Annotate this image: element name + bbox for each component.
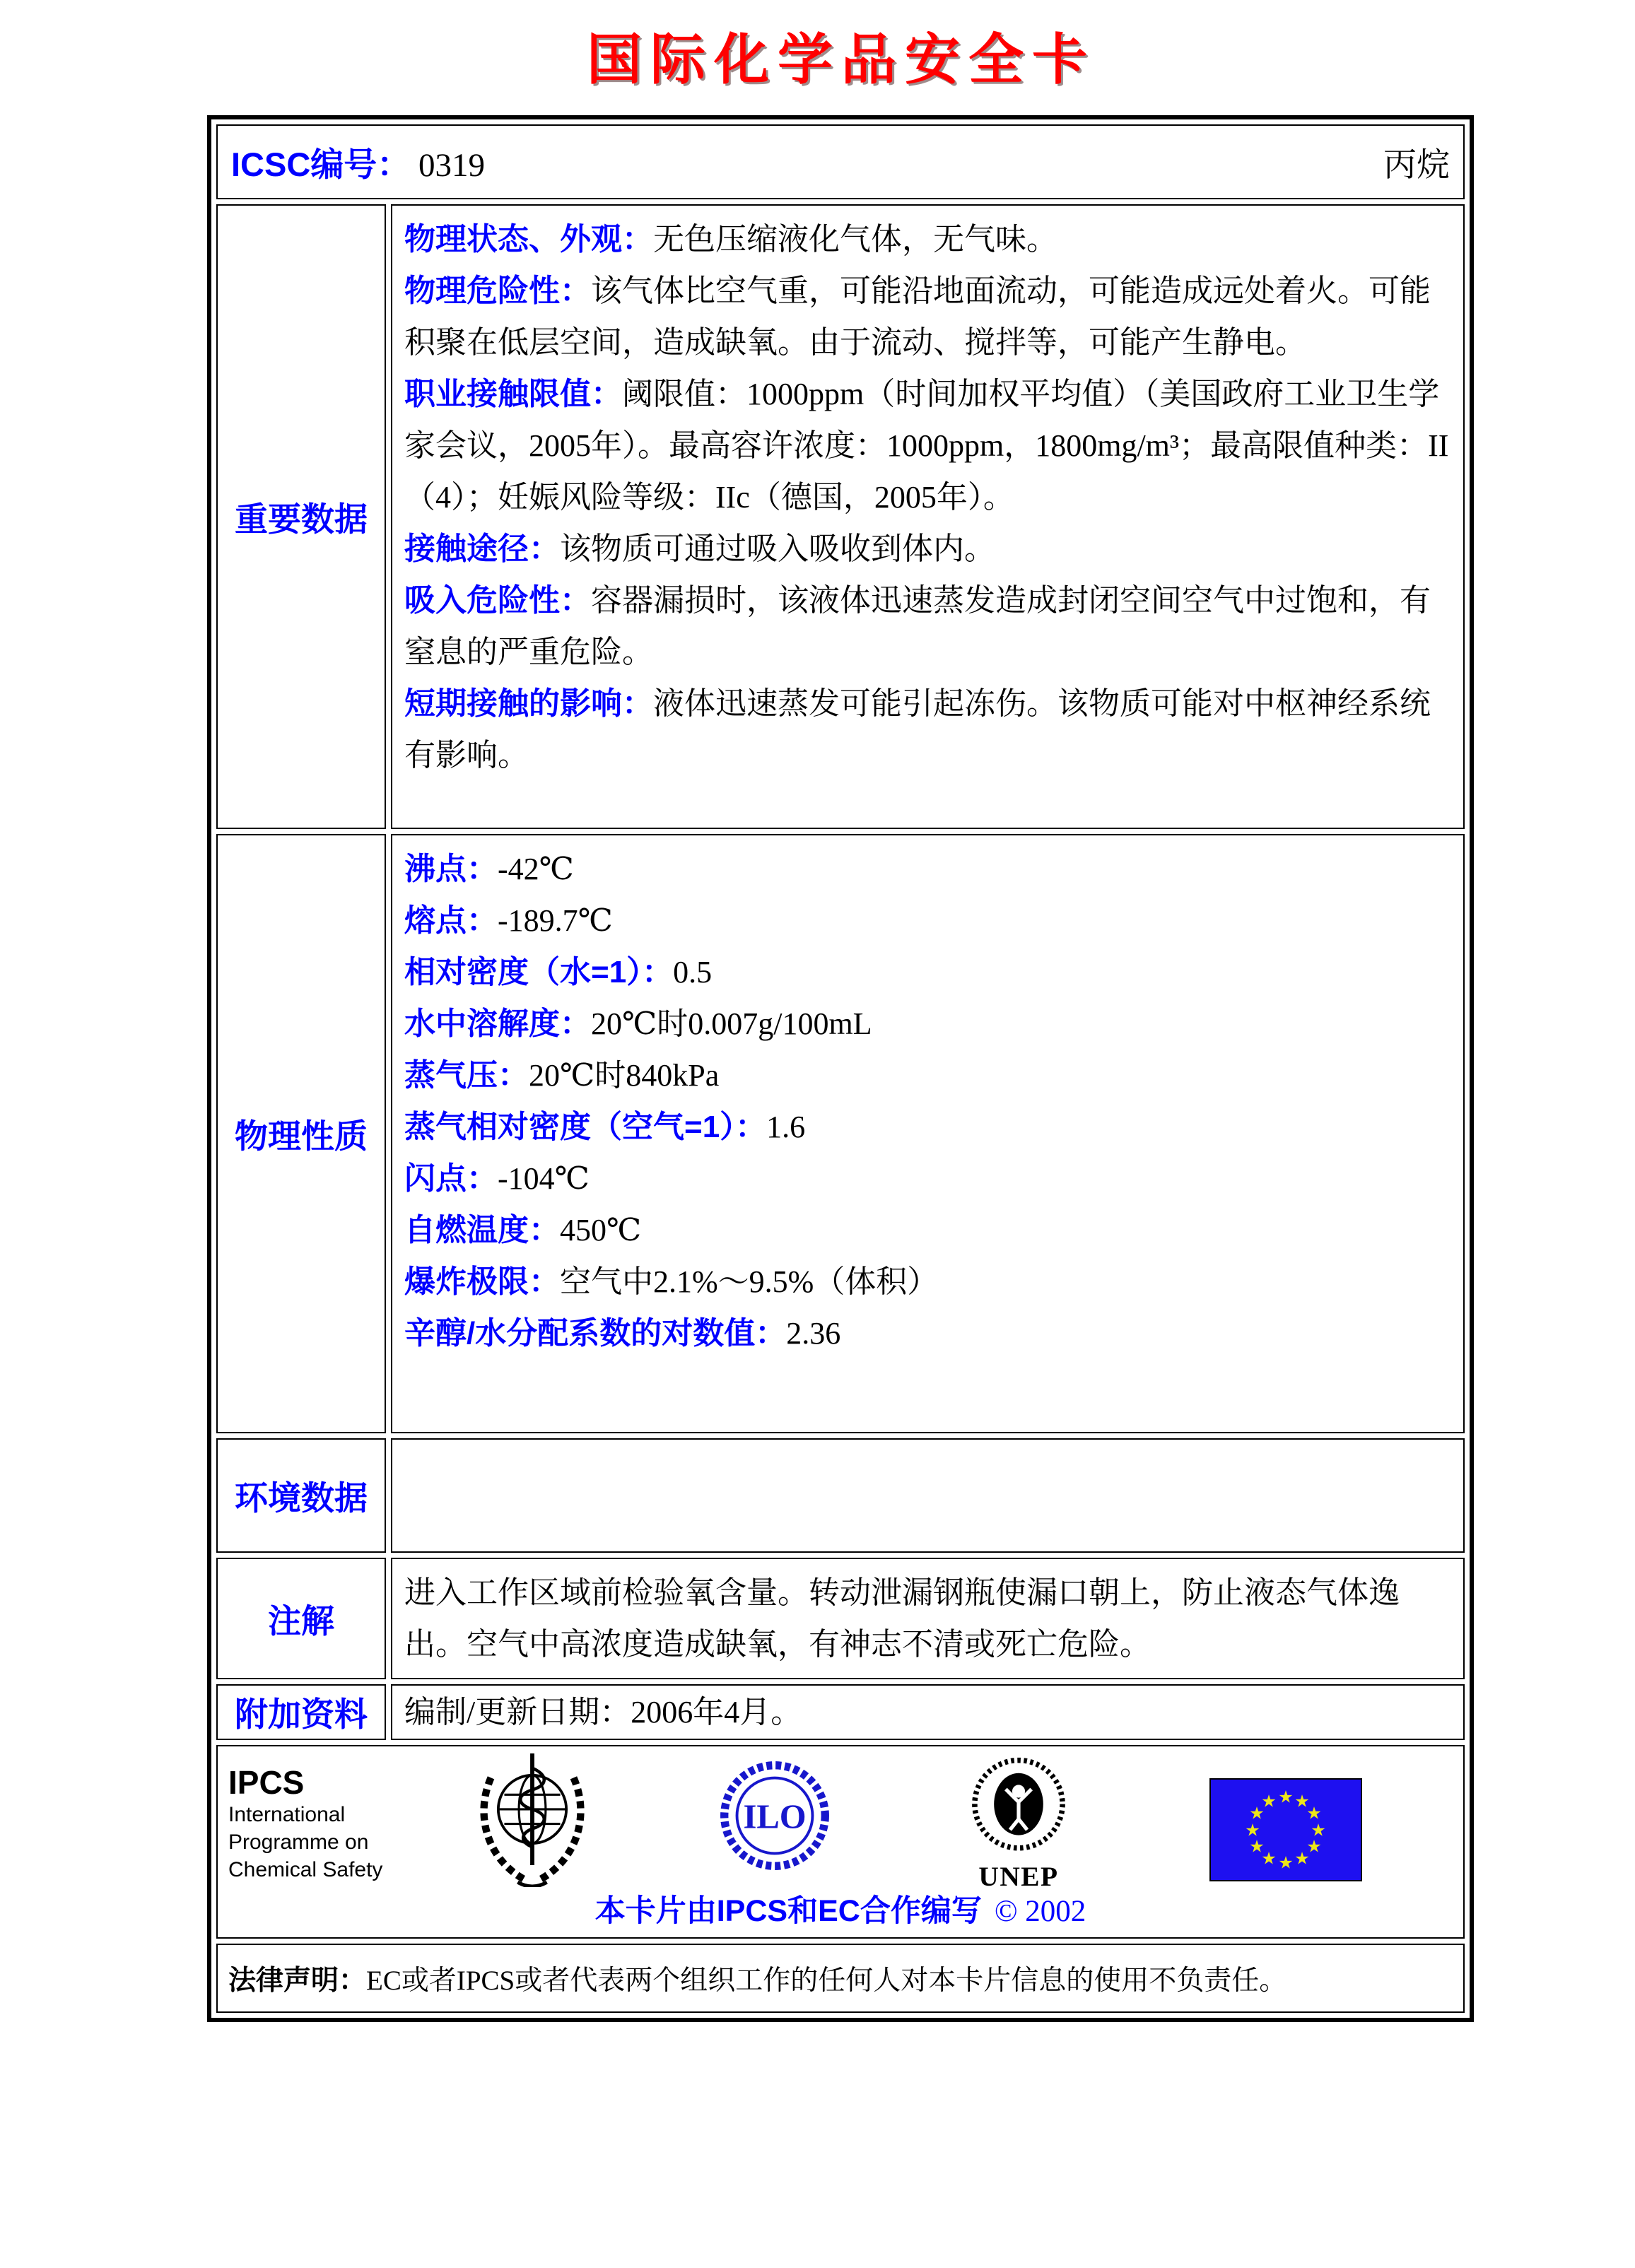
section-label-important-data: 重要数据 bbox=[216, 204, 386, 829]
star-icon: ★ bbox=[1294, 1792, 1310, 1811]
paragraph-text: 该物质可通过吸入吸收到体内。 bbox=[560, 531, 995, 566]
important-paragraph bbox=[404, 213, 1451, 265]
star-icon: ★ bbox=[1249, 1804, 1265, 1823]
star-icon: ★ bbox=[1278, 1854, 1294, 1873]
important-paragraph bbox=[404, 265, 1451, 368]
star-icon: ★ bbox=[1245, 1821, 1260, 1840]
property-line bbox=[404, 843, 1451, 895]
paragraph-label: 接触途径： bbox=[404, 531, 560, 566]
property-line bbox=[404, 998, 1451, 1050]
star-icon: ★ bbox=[1261, 1792, 1277, 1811]
legal-text: EC或者IPCS或者代表两个组织工作的任何人对本卡片信息的使用不负责任。 bbox=[366, 1966, 1287, 1996]
star-icon: ★ bbox=[1249, 1838, 1265, 1857]
ipcs-line-3: Chemical Safety bbox=[228, 1858, 383, 1881]
additional-info-text: 编制/更新日期：2006年4月。 bbox=[404, 1695, 802, 1729]
ipcs-acronym: IPCS bbox=[228, 1764, 305, 1801]
paragraph-label: 物理危险性： bbox=[404, 274, 591, 308]
star-icon: ★ bbox=[1261, 1850, 1277, 1869]
property-value: 20℃时840kPa bbox=[529, 1058, 720, 1093]
cooperation-caption bbox=[218, 1887, 1463, 1930]
paragraph-text: 液体迅速蒸发可能引起冻伤。该物质可能对中枢神经系统有影响。 bbox=[404, 686, 1431, 772]
property-line bbox=[404, 1308, 1451, 1359]
legal-row bbox=[216, 1944, 1465, 2013]
property-value: 450℃ bbox=[560, 1213, 642, 1247]
property-line bbox=[404, 895, 1451, 946]
ipcs-line-2: Programme on bbox=[228, 1831, 369, 1854]
environmental-data-content bbox=[391, 1438, 1465, 1553]
paragraph-label: 物理状态、外观： bbox=[404, 222, 653, 257]
chemical-name: 丙烷 bbox=[1383, 146, 1450, 184]
icsc-header-row bbox=[216, 124, 1465, 199]
icsc-number-label: ICSC编号： bbox=[231, 145, 411, 183]
copyright-text: © 2002 bbox=[994, 1895, 1086, 1928]
star-icon: ★ bbox=[1311, 1821, 1326, 1840]
property-line bbox=[404, 1153, 1451, 1204]
property-line bbox=[404, 946, 1451, 998]
paragraph-text: 该气体比空气重，可能沿地面流动，可能造成远处着火。可能积聚在低层空间，造成缺氧。由于流动、搅拌等，可能产生静电。 bbox=[404, 274, 1431, 360]
property-label: 闪点： bbox=[404, 1161, 498, 1196]
property-line bbox=[404, 1101, 1451, 1153]
property-value: 20℃时0.007g/100mL bbox=[591, 1006, 872, 1041]
important-paragraph bbox=[404, 368, 1451, 523]
property-value: -42℃ bbox=[498, 852, 574, 886]
paragraph-text: 容器漏损时，该液体迅速蒸发造成封闭空间空气中过饱和，有窒息的严重危险。 bbox=[404, 583, 1431, 669]
property-value: -189.7℃ bbox=[498, 903, 613, 938]
ilo-icon bbox=[717, 1758, 832, 1873]
ipcs-line-1: International bbox=[228, 1803, 346, 1826]
notes-row bbox=[216, 1558, 1465, 1679]
paragraph-label: 短期接触的影响： bbox=[404, 686, 653, 721]
property-label: 水中溶解度： bbox=[404, 1006, 591, 1041]
important-paragraph bbox=[404, 523, 1451, 575]
legal-label: 法律声明： bbox=[228, 1966, 367, 1996]
important-data-row bbox=[216, 204, 1465, 829]
notes-content bbox=[391, 1558, 1465, 1679]
ilo-letters: ILO bbox=[743, 1797, 807, 1836]
paragraph-label: 吸入危险性： bbox=[404, 583, 591, 618]
star-icon: ★ bbox=[1306, 1804, 1322, 1823]
logos-row bbox=[216, 1745, 1465, 1939]
property-label: 相对密度（水=1）： bbox=[404, 955, 674, 989]
property-line bbox=[404, 1204, 1451, 1256]
logos-cell bbox=[216, 1745, 1465, 1939]
who-icon bbox=[471, 1749, 593, 1887]
property-value: -104℃ bbox=[498, 1161, 590, 1196]
important-data-content bbox=[391, 204, 1465, 829]
icsc-header-cell bbox=[216, 124, 1465, 199]
paragraph-text: 阈限值：1000ppm（时间加权平均值）（美国政府工业卫生学家会议，2005年）。最高容许浓度：1000ppm，1800mg/m³；最高限值种类：II（4）；妊娠风险等级：IIc（德国，2005年）。 bbox=[404, 377, 1449, 515]
property-label: 蒸气压： bbox=[404, 1058, 529, 1093]
property-value: 1.6 bbox=[766, 1110, 806, 1144]
ipcs-text-block bbox=[228, 1764, 382, 1884]
unep-letters: UNEP bbox=[978, 1860, 1059, 1892]
notes-text: 进入工作区域前检验氧含量。转动泄漏钢瓶使漏口朝上，防止液态气体逸出。空气中高浓度造成缺氧，有神志不清或死亡危险。 bbox=[404, 1575, 1400, 1662]
property-label: 自燃温度： bbox=[404, 1213, 560, 1247]
star-icon: ★ bbox=[1278, 1788, 1294, 1807]
additional-info-row bbox=[216, 1684, 1465, 1740]
legal-cell bbox=[216, 1944, 1465, 2013]
property-line bbox=[404, 1050, 1451, 1101]
caption-text: 本卡片由IPCS和EC合作编写 bbox=[594, 1894, 982, 1928]
section-label-notes: 注解 bbox=[216, 1558, 386, 1679]
physical-properties-content bbox=[391, 834, 1465, 1433]
paragraph-text: 无色压缩液化气体，无气味。 bbox=[653, 222, 1057, 257]
property-label: 熔点： bbox=[404, 903, 498, 938]
page-title: 国际化学品安全卡 bbox=[586, 29, 1096, 90]
important-paragraph bbox=[404, 678, 1451, 781]
icsc-number-group bbox=[231, 139, 485, 186]
star-icon: ★ bbox=[1306, 1838, 1322, 1857]
property-label: 辛醇/水分配系数的对数值： bbox=[404, 1316, 787, 1351]
icsc-card-table bbox=[207, 115, 1474, 2022]
physical-properties-row bbox=[216, 834, 1465, 1433]
important-paragraph bbox=[404, 575, 1451, 678]
property-value: 0.5 bbox=[673, 955, 713, 989]
section-label-additional-info: 附加资料 bbox=[216, 1684, 386, 1740]
property-label: 爆炸极限： bbox=[404, 1264, 560, 1299]
property-line bbox=[404, 1256, 1451, 1308]
icsc-number-value: 0319 bbox=[418, 146, 486, 184]
section-label-environmental-data: 环境数据 bbox=[216, 1438, 386, 1553]
eu-flag-icon bbox=[1209, 1778, 1362, 1881]
property-label: 沸点： bbox=[404, 852, 498, 886]
property-label: 蒸气相对密度（空气=1）： bbox=[404, 1110, 767, 1144]
additional-info-content bbox=[391, 1684, 1465, 1740]
environmental-data-row bbox=[216, 1438, 1465, 1553]
star-icon: ★ bbox=[1294, 1850, 1310, 1869]
paragraph-label: 职业接触限值： bbox=[404, 377, 622, 411]
property-value: 空气中2.1%～9.5%（体积） bbox=[560, 1264, 939, 1299]
property-value: 2.36 bbox=[786, 1316, 841, 1351]
unep-icon bbox=[965, 1753, 1072, 1903]
section-label-physical-properties: 物理性质 bbox=[216, 834, 386, 1433]
